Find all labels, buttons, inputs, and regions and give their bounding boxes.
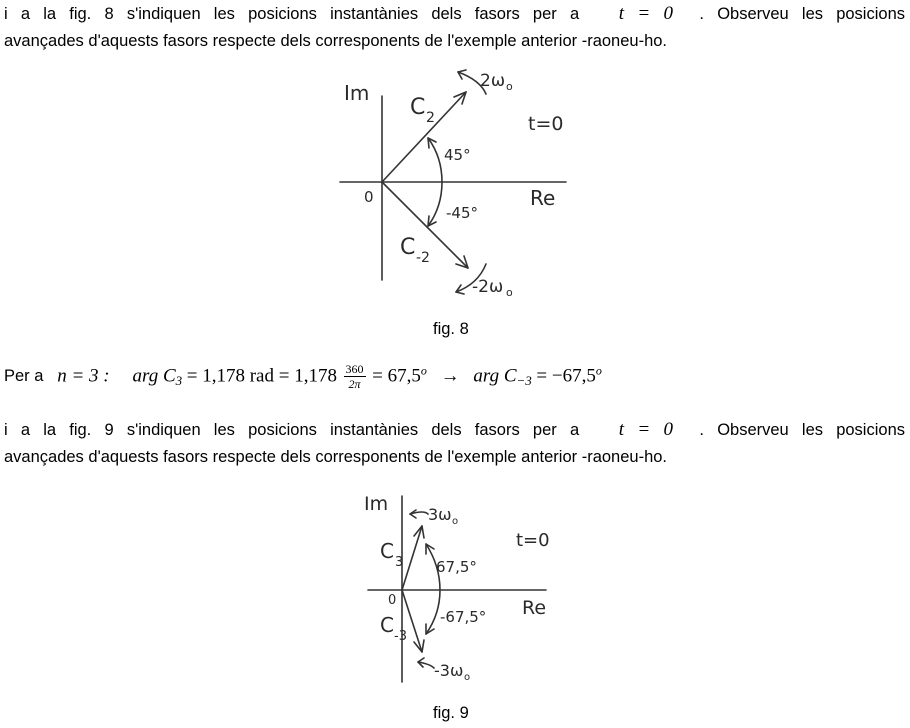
angle-arc-neg: [426, 590, 440, 634]
re-axis-label: Re: [522, 597, 547, 619]
equation-line: [4, 362, 602, 396]
phasor-c3: [402, 526, 422, 590]
paragraph-fig9-intro: [4, 416, 905, 471]
omega-subscript-pos: o: [452, 516, 459, 527]
equation-rhs-value: = −67,5: [536, 365, 596, 387]
phasor-c3-subscript: 3: [395, 555, 404, 570]
text-run: . Observeu les posicions: [699, 5, 905, 23]
time-label: t=0: [528, 113, 564, 135]
phasor-c2-subscript: 2: [426, 110, 435, 126]
equation-rhs-degree: o: [595, 363, 602, 378]
omega-label-pos: 2ω: [480, 71, 506, 91]
equation-prefix: Per a: [4, 367, 44, 385]
angle-label-pos: 67,5°: [436, 558, 477, 576]
phasor-cm3-label: C: [380, 613, 394, 637]
fig8-caption: fig. 8: [433, 320, 469, 338]
equation-n: n = 3 :: [57, 365, 110, 387]
phasor-cm2-label: C: [400, 235, 416, 260]
equation-mid1: = 1,178 rad = 1,178: [186, 365, 337, 387]
equation-fraction: [344, 362, 366, 391]
omega-subscript-pos: o: [506, 80, 513, 93]
angle-label-neg: -45°: [446, 204, 478, 222]
paragraph-line: [4, 416, 905, 444]
omega-subscript-neg: o: [506, 286, 513, 299]
angle-arc-neg: [428, 182, 442, 226]
math-t-equals-zero: t = 0: [618, 3, 674, 24]
im-axis-label: Im: [364, 493, 389, 515]
omega-label-neg: -2ω: [472, 277, 504, 297]
angle-label-pos: 45°: [444, 146, 471, 164]
equation-degree: o: [420, 363, 427, 378]
equation-arrow: →: [440, 365, 460, 387]
figure-9-phasor-diagram: [350, 486, 570, 690]
text-run: i a la fig. 9 s'indiquen les posicions instantànies dels fasors per a: [4, 421, 580, 439]
fraction-denominator: 2π: [348, 377, 361, 391]
paragraph-line: [4, 0, 905, 28]
phasor-c3-label: C: [380, 539, 394, 563]
paragraph-fig8-intro: [4, 0, 905, 55]
equation-rhs: arg C: [473, 365, 517, 387]
omega-label-neg: -3ω: [434, 661, 464, 680]
equation-rhs-subscript: −3: [516, 373, 532, 389]
paragraph-line: avançades d'aquests fasors respecte dels corresponents de l'exemple anterior -raoneu-ho.: [4, 448, 668, 466]
phasor-cm3-subscript: -3: [394, 629, 407, 644]
angle-label-neg: -67,5°: [440, 608, 487, 626]
time-label: t=0: [516, 530, 550, 551]
math-t-equals-zero: t = 0: [618, 419, 674, 440]
equation-lhs: arg C: [132, 365, 176, 387]
omega-label-pos: 3ω: [428, 505, 452, 524]
paragraph-line: avançades d'aquests fasors respecte dels corresponents de l'exemple anterior -raoneu-ho.: [4, 32, 668, 50]
equation-lhs-subscript: 3: [175, 373, 183, 389]
fraction-numerator: 360: [345, 362, 364, 376]
origin-label: 0: [388, 593, 397, 608]
angle-arc-pos: [428, 138, 442, 182]
phasor-c2-label: C: [410, 95, 426, 120]
omega-subscript-neg: o: [464, 672, 471, 683]
equation-mid2: = 67,5: [372, 365, 421, 387]
im-axis-label: Im: [344, 81, 370, 105]
text-run: i a la fig. 8 s'indiquen les posicions instantànies dels fasors per a: [4, 5, 580, 23]
text-run: . Observeu les posicions: [699, 421, 905, 439]
figure-8-phasor-diagram: [330, 62, 590, 302]
re-axis-label: Re: [530, 186, 556, 210]
fig9-caption: fig. 9: [433, 704, 469, 722]
origin-label: 0: [364, 188, 374, 206]
phasor-cm2-subscript: -2: [416, 250, 430, 266]
